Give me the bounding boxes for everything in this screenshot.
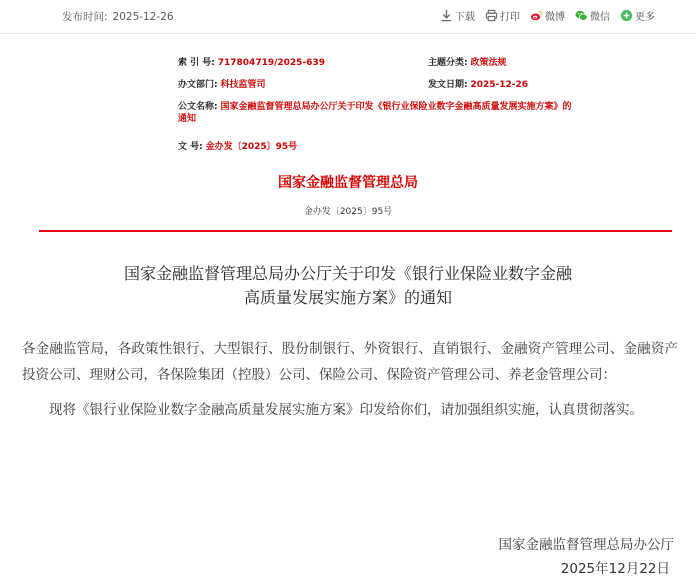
weibo-icon (530, 9, 543, 22)
download-icon (440, 9, 453, 22)
publish-label: 发布时间: (62, 11, 108, 23)
weibo-label: 微博 (545, 12, 565, 23)
meta-title (178, 101, 573, 125)
meta-subject-value: 政策法规 (470, 58, 507, 68)
meta-title-value: 国家金融监督管理总局办公厅关于印发《银行业保险业数字金融高质量发展实施方案》的通知 (178, 102, 572, 124)
title-line-1: 国家金融监督管理总局办公厅关于印发《银行业保险业数字金融 (123, 264, 572, 283)
download-label: 下载 (455, 12, 475, 23)
meta-index-value: 717804719/2025-639 (217, 58, 325, 68)
publish-date (62, 9, 174, 24)
toolbar (440, 8, 655, 23)
wechat-icon (575, 9, 588, 22)
document-number: 金办发〔2025〕95号 (303, 207, 393, 217)
meta-dept-label: 办文部门: (178, 80, 218, 90)
signature-date: 2025年12月22日 (560, 561, 670, 577)
top-bar (0, 0, 696, 36)
meta-date-label: 发文日期: (428, 80, 468, 90)
more-share-button[interactable] (620, 8, 655, 23)
meta-docno (178, 141, 297, 153)
meta-index-label: 索 引 号: (178, 58, 215, 68)
meta-dept-value: 科技监管司 (220, 80, 266, 90)
signature: 国家金融监督管理总局办公厅 (498, 537, 674, 553)
meta-dept (178, 79, 266, 91)
body-paragraph-main: 现将《银行业保险业数字金融高质量发展实施方案》印发给你们，请加强组织实施，认真贯彻落实。 (49, 402, 643, 418)
meta-index (178, 57, 325, 69)
issuing-org: 国家金融监督管理总局 (278, 175, 418, 191)
more-label: 更多 (635, 12, 655, 23)
more-icon (620, 9, 633, 22)
body-paragraph-recipients: 各金融监管局，各政策性银行、大型银行、股份制银行、外资银行、直销银行、金融资产管理公司、金融资产投资公司、理财公司，各保险集团（控股）公司、保险公司、保险资产管理公司、养老金管理公司： (22, 341, 678, 383)
meta-title-label: 公文名称: (178, 102, 218, 112)
download-button[interactable] (440, 8, 475, 23)
meta-subject (428, 57, 507, 69)
meta-subject-label: 主题分类: (428, 58, 468, 68)
publish-value: 2025-12-26 (112, 11, 174, 23)
meta-date (428, 79, 528, 91)
meta-date-value: 2025-12-26 (470, 80, 529, 90)
divider (0, 33, 696, 34)
print-label: 打印 (500, 12, 520, 23)
wechat-share-button[interactable] (575, 8, 610, 23)
print-icon (485, 9, 498, 22)
meta-docno-label: 文 号: (178, 142, 203, 152)
wechat-label: 微信 (590, 12, 610, 23)
print-button[interactable] (485, 8, 520, 23)
document-title (60, 262, 636, 310)
title-line-2: 高质量发展实施方案》的通知 (243, 288, 452, 307)
meta-docno-value: 金办发〔2025〕95号 (205, 142, 298, 152)
red-divider (39, 230, 672, 232)
weibo-share-button[interactable] (530, 8, 565, 23)
